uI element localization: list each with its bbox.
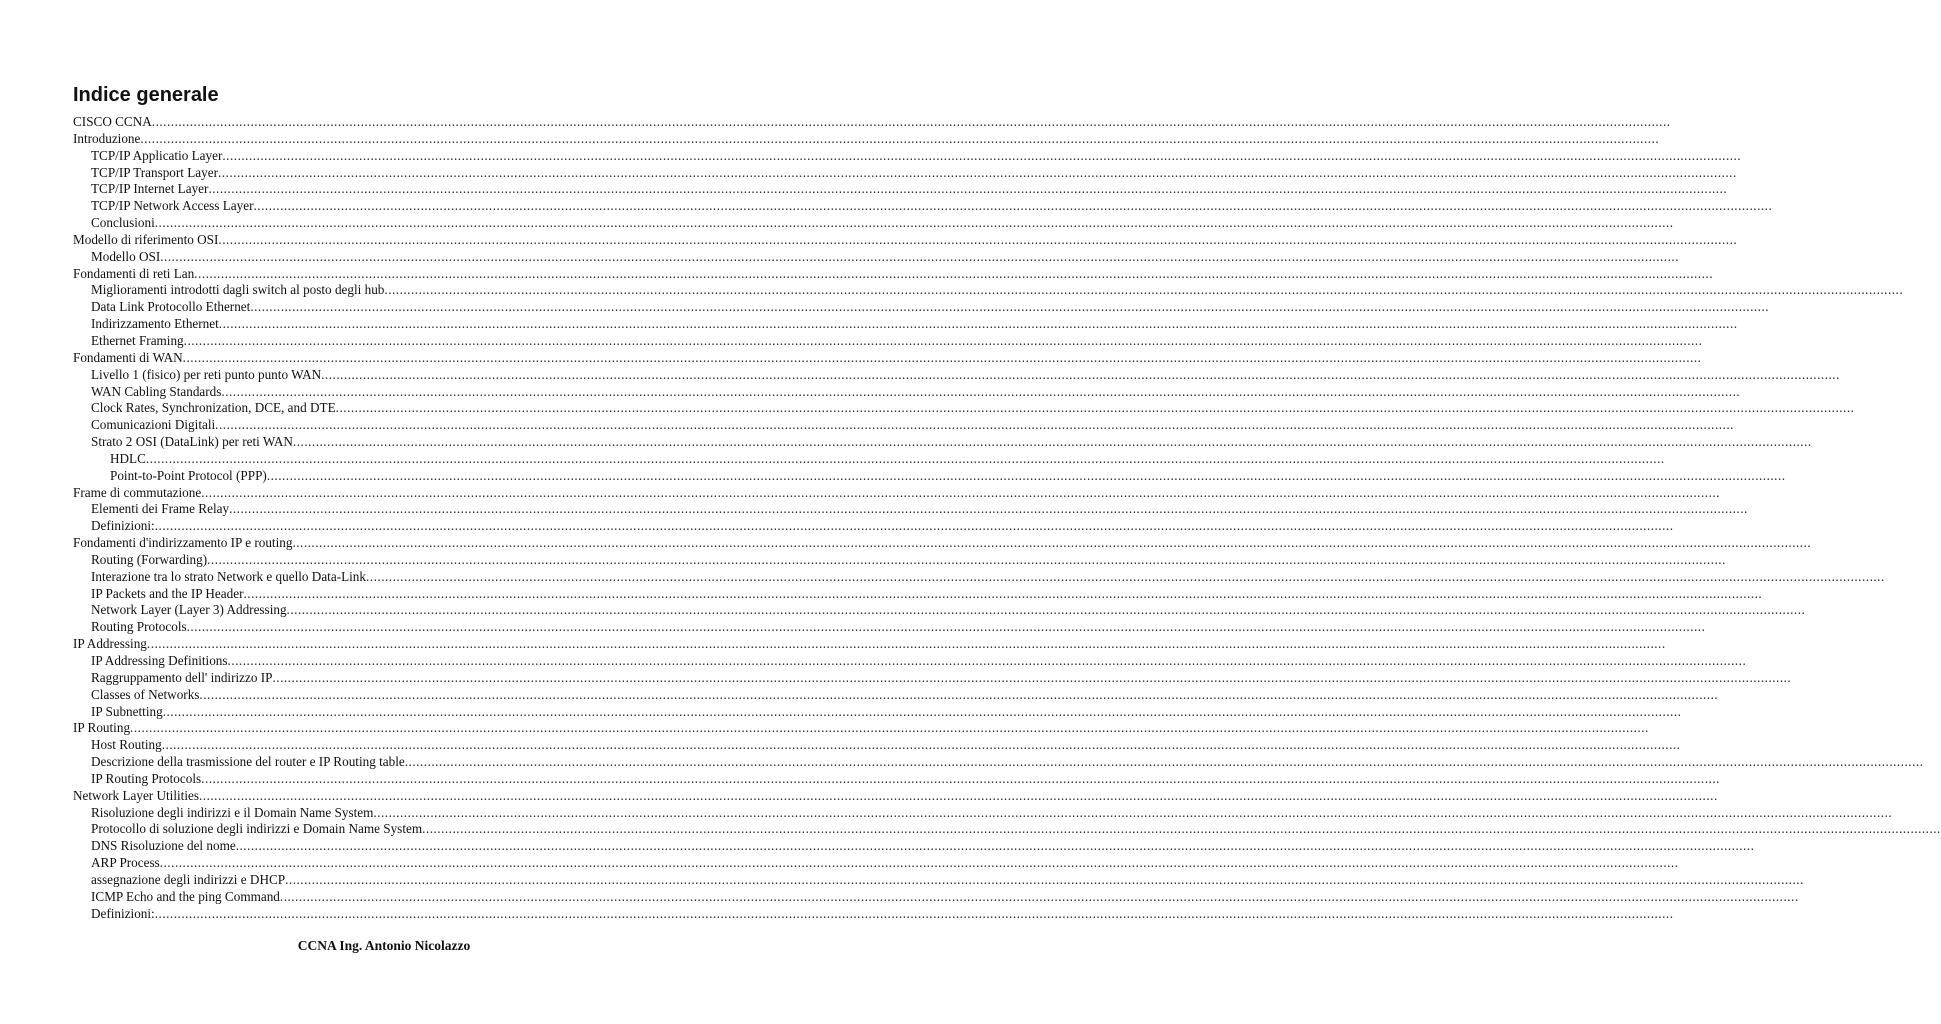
dot-leader: ................................................................................................................................................................................................................................................................................................................................................................................................................: [422, 821, 1941, 837]
toc-entry[interactable]: [73, 754, 1924, 771]
toc-entry[interactable]: [73, 147, 1742, 165]
dot-leader: ................................................................................................................................................................................................................................................................................................................................................................................................................: [201, 484, 1720, 500]
dot-leader: ................................................................................................................................................................................................................................................................................................................................................................................................................: [404, 754, 1924, 770]
dot-leader: ................................................................................................................................................................................................................................................................................................................................................................................................................: [215, 417, 1734, 433]
toc-entry[interactable]: [73, 888, 1799, 906]
toc-entry-label: IP Addressing: [73, 636, 147, 652]
dot-leader: ................................................................................................................................................................................................................................................................................................................................................................................................................: [222, 147, 1742, 163]
dot-leader: ................................................................................................................................................................................................................................................................................................................................................................................................................: [384, 282, 1904, 298]
dot-leader: ................................................................................................................................................................................................................................................................................................................................................................................................................: [286, 602, 1806, 618]
toc-entry[interactable]: [73, 821, 1941, 838]
toc-entry[interactable]: [73, 467, 1786, 485]
toc-entry-label: Fondamenti d'indirizzamento IP e routing: [73, 535, 293, 551]
toc-entry-label: IP Routing Protocols: [91, 770, 202, 786]
dot-leader: ................................................................................................................................................................................................................................................................................................................................................................................................................: [335, 400, 1855, 416]
dot-leader: ................................................................................................................................................................................................................................................................................................................................................................................................................: [154, 215, 1674, 231]
toc-entry-label: Network Layer Utilities: [73, 787, 199, 803]
dot-leader: ................................................................................................................................................................................................................................................................................................................................................................................................................: [272, 669, 1792, 685]
toc-entry[interactable]: [73, 585, 1763, 603]
toc-entry-label: TCP/IP Internet Layer: [91, 181, 209, 197]
toc-entry-label: IP Addressing Definitions: [91, 653, 228, 668]
page-footer: CCNA Ing. Antonio Nicolazzo: [297, 938, 471, 953]
toc-entry-label: Point-to-Point Protocol (PPP): [110, 467, 267, 483]
dot-leader: ................................................................................................................................................................................................................................................................................................................................................................................................................: [218, 316, 1738, 332]
toc-entry[interactable]: [73, 838, 1755, 855]
toc-entry[interactable]: [73, 602, 1806, 619]
dot-leader: ................................................................................................................................................................................................................................................................................................................................................................................................................: [221, 383, 1741, 399]
dot-leader: ................................................................................................................................................................................................................................................................................................................................................................................................................: [186, 619, 1706, 635]
dot-leader: ................................................................................................................................................................................................................................................................................................................................................................................................................: [218, 231, 1738, 247]
toc-entry[interactable]: [73, 871, 1804, 889]
dot-leader: ................................................................................................................................................................................................................................................................................................................................................................................................................: [154, 905, 1674, 921]
toc-entry-label: assegnazione degli indirizzi e DHCP: [91, 871, 286, 887]
toc-entry-label: TCP/IP Applicatio Layer: [91, 147, 223, 163]
dot-leader: ................................................................................................................................................................................................................................................................................................................................................................................................................: [279, 888, 1799, 904]
toc-entry-label: CISCO CCNA: [73, 114, 152, 129]
dot-leader: ................................................................................................................................................................................................................................................................................................................................................................................................................: [145, 450, 1665, 466]
toc-entry-label: Conclusioni: [91, 215, 155, 231]
toc-entry[interactable]: [73, 619, 1706, 636]
dot-leader: ................................................................................................................................................................................................................................................................................................................................................................................................................: [321, 366, 1840, 382]
toc-entry[interactable]: [73, 518, 1674, 535]
dot-leader: ................................................................................................................................................................................................................................................................................................................................................................................................................: [151, 114, 1671, 129]
toc-entry-label: IP Packets and the IP Header: [91, 585, 244, 601]
dot-leader: ................................................................................................................................................................................................................................................................................................................................................................................................................: [199, 686, 1719, 702]
toc-entry[interactable]: [73, 198, 1773, 215]
toc-entry[interactable]: [73, 720, 1649, 737]
toc-entry-label: Classes of Networks: [91, 686, 200, 702]
toc-entry-label: Clock Rates, Synchronization, DCE, and DTE: [91, 400, 336, 416]
toc-entry[interactable]: [73, 855, 1679, 872]
toc-entry[interactable]: [73, 332, 1703, 350]
toc-entry[interactable]: [73, 484, 1720, 502]
toc-entry-label: Livello 1 (fisico) per reti punto punto WAN: [91, 366, 322, 382]
dot-leader: ................................................................................................................................................................................................................................................................................................................................................................................................................: [146, 636, 1666, 652]
toc-entry[interactable]: [73, 501, 1748, 518]
toc-list: [73, 114, 1941, 923]
toc-entry-label: Interazione tra lo strato Network e quello Data-Link: [91, 568, 366, 584]
toc-entry-label: IP Subnetting: [91, 703, 163, 719]
toc-entry-label: Frame di commutazione: [73, 484, 202, 500]
toc-entry-label: ARP Process: [91, 855, 160, 871]
toc-title: Indice generale: [73, 84, 219, 106]
toc-entry[interactable]: [73, 905, 1674, 923]
toc-entry[interactable]: [73, 400, 1855, 417]
toc-entry-label: Modello OSI: [91, 248, 161, 264]
toc-entry-label: Strato 2 OSI (DataLink) per reti WAN: [91, 434, 293, 450]
toc-entry[interactable]: [73, 450, 1665, 468]
toc-entry-label: ICMP Echo and the ping Command: [91, 888, 280, 904]
toc-entry[interactable]: [73, 231, 1738, 249]
toc-entry-label: Definizioni:: [91, 905, 155, 921]
dot-leader: ................................................................................................................................................................................................................................................................................................................................................................................................................: [253, 198, 1773, 214]
toc-entry[interactable]: [73, 181, 1728, 198]
toc-entry-label: Ethernet Framing: [91, 332, 184, 348]
dot-leader: ................................................................................................................................................................................................................................................................................................................................................................................................................: [194, 265, 1713, 281]
toc-entry-label: WAN Cabling Standards: [91, 383, 222, 399]
toc-entry-label: Comunicazioni Digitali: [91, 417, 216, 433]
toc-entry[interactable]: [73, 349, 1702, 367]
dot-leader: ................................................................................................................................................................................................................................................................................................................................................................................................................: [285, 871, 1804, 887]
toc-entry-label: Indirizzamento Ethernet: [91, 316, 219, 332]
toc-entry[interactable]: [73, 737, 1681, 754]
dot-leader: ................................................................................................................................................................................................................................................................................................................................................................................................................: [140, 130, 1660, 146]
dot-leader: ................................................................................................................................................................................................................................................................................................................................................................................................................: [373, 804, 1893, 820]
toc-entry[interactable]: [73, 535, 1812, 552]
toc-entry[interactable]: [73, 787, 1718, 805]
dot-leader: ................................................................................................................................................................................................................................................................................................................................................................................................................: [218, 164, 1737, 180]
toc-entry-label: DNS Risoluzione del nome: [91, 838, 236, 854]
toc-entry[interactable]: [73, 568, 1885, 586]
dot-leader: ................................................................................................................................................................................................................................................................................................................................................................................................................: [243, 585, 1763, 601]
dot-leader: ................................................................................................................................................................................................................................................................................................................................................................................................................: [183, 332, 1703, 348]
toc-entry[interactable]: [73, 417, 1734, 434]
toc-entry[interactable]: [73, 248, 1679, 266]
toc-entry-label: IP Routing: [73, 720, 131, 736]
toc-entry[interactable]: [73, 215, 1674, 232]
dot-leader: ................................................................................................................................................................................................................................................................................................................................................................................................................: [154, 518, 1674, 534]
dot-leader: ................................................................................................................................................................................................................................................................................................................................................................................................................: [292, 535, 1812, 551]
toc-entry[interactable]: [73, 669, 1792, 687]
dot-leader: ................................................................................................................................................................................................................................................................................................................................................................................................................: [182, 349, 1702, 365]
toc-entry[interactable]: [73, 366, 1840, 384]
dot-leader: ................................................................................................................................................................................................................................................................................................................................................................................................................: [235, 838, 1755, 854]
dot-leader: ................................................................................................................................................................................................................................................................................................................................................................................................................: [208, 181, 1728, 197]
toc-entry[interactable]: [73, 551, 1726, 569]
toc-entry[interactable]: [73, 299, 1770, 316]
toc-entry-label: Descrizione della trasmissione del router e IP Routing table: [91, 754, 405, 770]
dot-leader: ................................................................................................................................................................................................................................................................................................................................................................................................................: [227, 653, 1747, 668]
dot-leader: ................................................................................................................................................................................................................................................................................................................................................................................................................: [159, 855, 1679, 871]
toc-entry-label: Network Layer (Layer 3) Addressing: [91, 602, 287, 618]
toc-entry[interactable]: [73, 265, 1713, 283]
toc-entry-label: Protocollo di soluzione degli indirizzi e Domain Name System: [91, 821, 423, 837]
toc-entry[interactable]: [73, 703, 1682, 721]
dot-leader: ................................................................................................................................................................................................................................................................................................................................................................................................................: [160, 248, 1679, 264]
toc-entry[interactable]: [73, 383, 1741, 401]
toc-entry[interactable]: [73, 316, 1738, 333]
toc-entry[interactable]: [73, 804, 1893, 822]
dot-leader: ................................................................................................................................................................................................................................................................................................................................................................................................................: [229, 501, 1748, 517]
toc-entry-label: Data Link Protocollo Ethernet: [91, 299, 251, 315]
toc-entry-label: Risoluzione degli indirizzi e il Domain Name System: [91, 804, 374, 820]
toc-entry[interactable]: [73, 114, 1671, 131]
toc-entry-label: HDLC: [110, 450, 146, 466]
toc-entry[interactable]: [73, 282, 1904, 299]
toc-entry[interactable]: [73, 686, 1719, 704]
toc-entry[interactable]: [73, 434, 1812, 451]
dot-leader: ................................................................................................................................................................................................................................................................................................................................................................................................................: [266, 467, 1786, 483]
toc-entry[interactable]: [73, 770, 1720, 788]
toc-entry-label: TCP/IP Transport Layer: [91, 164, 218, 180]
toc-entry-label: Host Routing: [91, 737, 162, 753]
dot-leader: ................................................................................................................................................................................................................................................................................................................................................................................................................: [130, 720, 1649, 736]
dot-leader: ................................................................................................................................................................................................................................................................................................................................................................................................................: [207, 551, 1726, 567]
dot-leader: ................................................................................................................................................................................................................................................................................................................................................................................................................: [162, 703, 1682, 719]
toc-entry-label: Fondamenti di WAN: [73, 349, 183, 365]
toc-entry-label: Introduzione: [73, 130, 141, 146]
dot-leader: ................................................................................................................................................................................................................................................................................................................................................................................................................: [198, 787, 1718, 803]
toc-entry[interactable]: [73, 653, 1747, 670]
toc-entry-label: Routing (Forwarding): [91, 551, 208, 567]
dot-leader: ................................................................................................................................................................................................................................................................................................................................................................................................................: [292, 434, 1812, 450]
toc-entry-label: Raggruppamento dell' indirizzo IP: [91, 669, 273, 685]
toc-entry[interactable]: [73, 130, 1660, 148]
toc-entry-label: Routing Protocols: [91, 619, 187, 635]
dot-leader: ................................................................................................................................................................................................................................................................................................................................................................................................................: [366, 568, 1885, 584]
toc-entry-label: Elementi dei Frame Relay: [91, 501, 230, 517]
toc-entry[interactable]: [73, 164, 1737, 182]
dot-leader: ................................................................................................................................................................................................................................................................................................................................................................................................................: [250, 299, 1770, 315]
toc-entry-label: Miglioramenti introdotti dagli switch al posto degli hub: [91, 282, 385, 298]
toc-entry[interactable]: [73, 636, 1666, 653]
toc-entry-label: Definizioni:: [91, 518, 155, 534]
toc-entry-label: Fondamenti di reti Lan: [73, 265, 195, 281]
toc-entry-label: TCP/IP Network Access Layer: [91, 198, 254, 214]
dot-leader: ................................................................................................................................................................................................................................................................................................................................................................................................................: [161, 737, 1681, 753]
dot-leader: ................................................................................................................................................................................................................................................................................................................................................................................................................: [201, 770, 1720, 786]
toc-entry-label: Modello di riferimento OSI: [73, 231, 219, 247]
